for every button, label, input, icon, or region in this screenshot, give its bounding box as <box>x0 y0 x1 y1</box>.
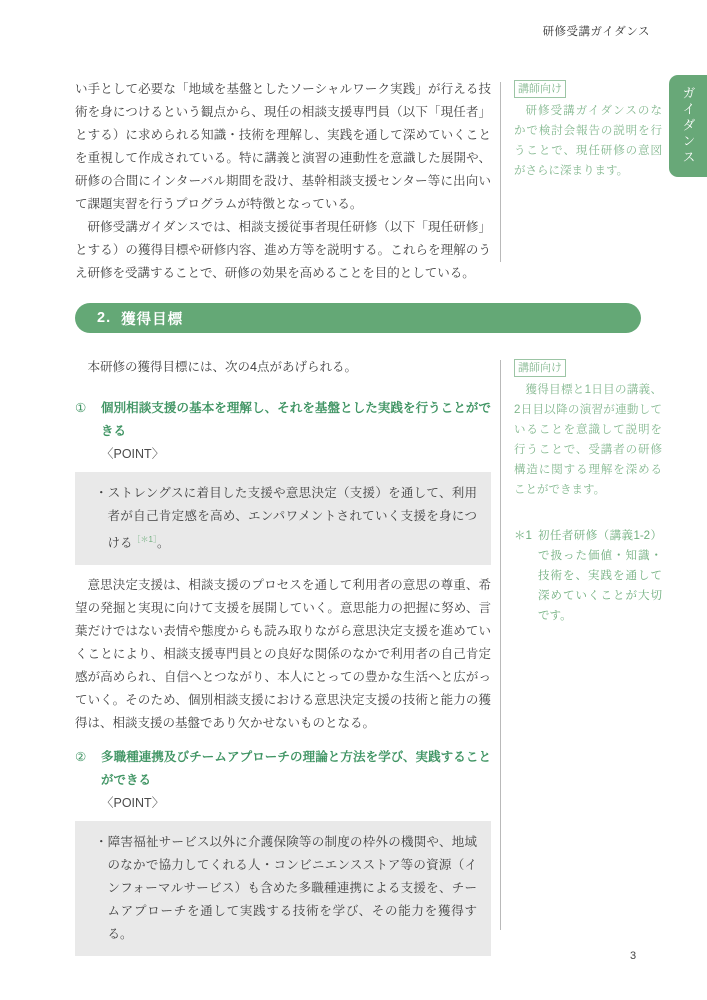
chapter-edge-tab <box>669 75 707 177</box>
goal-2-marker: ② <box>75 750 87 765</box>
footnote-text: 初任者研修（講義1-2）で扱った価値・知識・技術を、実践を通して深めていくことが大切です。 <box>538 530 662 622</box>
section-title: 獲得目標 <box>121 311 184 328</box>
intro-paragraph-1: い手として必要な「地域を基盤としたソーシャルワーク実践」が行える技術を身につけるという観点から、現任の相談支援専門員（以下「現任者」とする）に求められる知識・技術を理解し、実践を通して深めていくことを重視して作成されている。特に講義と演習の連動性を意識した展開や、研修の合間にインターバル期間を設け、基幹相談支援センター等に出向いて課題実習を行うプログラムが特徴となっている。 <box>75 82 491 211</box>
instructor-note-text: 研修受講ガイダンスのなかで検討会報告の説明を行うことで、現任研修の意図がさらに深まります。 <box>514 105 662 177</box>
footnote-marker: ＊1 <box>514 530 532 542</box>
goal-2-heading <box>75 746 491 792</box>
section-body-block <box>75 356 491 965</box>
goal-1-point-label: 〈POINT〉 <box>101 447 165 461</box>
goal-1-point-item <box>95 482 477 555</box>
section-header-bar <box>75 303 641 333</box>
page-header-title: 研修受講ガイダンス <box>542 26 650 38</box>
goal-1-marker: ① <box>75 401 87 415</box>
column-divider-top <box>500 82 501 262</box>
goal-2-heading-text: 多職種連携及びチームアプローチの理論と方法を学び、実践することができる <box>101 750 491 788</box>
intro-text-block <box>75 78 491 285</box>
instructor-note-label: 講師向け <box>514 80 566 98</box>
sidebar-note-1 <box>514 79 662 181</box>
goal-2-point-box <box>75 821 491 956</box>
goal-2-point-item: ・障害福祉サービス以外に介護保険等の制度の枠外の機関や、地域のなかで協力してくれる人・コンビニエンスストア等の資源（インフォーマルサービス）も含めた多職種連携による支援を、チームアプローチを通して実践する技術を学び、その能力を獲得する。 <box>95 835 477 942</box>
instructor-note-text: 獲得目標と1日目の講義、2日目以降の演習が連動していることを意識して説明を行うことで、受講者の研修構造に関する理解を深めることができます。 <box>514 384 662 496</box>
section-lead: 本研修の獲得目標には、次の4点があげられる。 <box>87 360 357 374</box>
sidebar-note-2 <box>514 358 662 626</box>
footnote-reference-1: ［＊1］ <box>132 535 157 544</box>
goal-1-heading-text: 個別相談支援の基本を理解し、それを基盤とした実践を行うことができる <box>101 401 491 438</box>
instructor-note-label: 講師向け <box>514 359 566 377</box>
column-divider-bottom <box>500 360 501 930</box>
intro-paragraph-2: 研修受講ガイダンスでは、相談支援従事者現任研修（以下「現任研修」とする）の獲得目標や研修内容、進め方等を説明する。これらを理解のうえ研修を受講することで、研修の効果を高めることを目的としている。 <box>75 220 491 280</box>
section-number: 2. <box>97 310 112 326</box>
goal-1-body-paragraph: 意思決定支援は、相談支援のプロセスを通して利用者の意思の尊重、希望の発掘と実現に向けて支援を展開していく。意思能力の把握に努め、言葉だけではない表情や態度からも読み取りながら意思決定支援を進めていくことにより、相談支援専門員との良好な関係のなかで利用者の自己肯定感が高められ、自信へとつながり、本人にとっての豊かな生活へと広がっていく。そのため、個別相談支援における意思決定支援の技術と能力の獲得は、相談支援の基盤であり欠かせないものとなる。 <box>75 578 491 731</box>
sidebar-footnote <box>514 526 662 626</box>
goal-1-point-box <box>75 472 491 565</box>
chapter-edge-tab-label: ガイダンス <box>680 86 696 166</box>
page-number: 3 <box>630 950 637 962</box>
goal-1-point-text: ・ストレングスに着目した支援や意思決定（支援）を通して、利用者が自己肯定感を高め、エンパワメントされていく支援を身につける <box>95 486 477 551</box>
goal-1-point-period: 。 <box>156 536 170 551</box>
goal-2-point-label: 〈POINT〉 <box>101 796 165 811</box>
goal-1-heading <box>75 397 491 443</box>
